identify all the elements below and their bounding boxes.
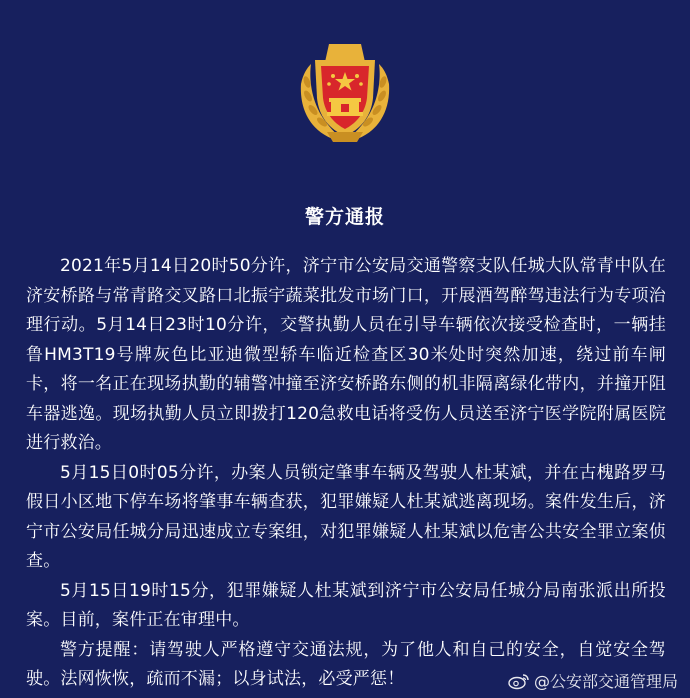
paragraph-reminder: 警方提醒：请驾驶人严格遵守交通法规，为了他人和自己的安全，自觉安全驾驶。法网恢恢，疏而不漏；以身试法，必受严惩！ <box>26 639 666 689</box>
police-emblem-icon <box>293 38 397 148</box>
watermark-text: @公安部交通管理局 <box>533 672 678 691</box>
weibo-icon <box>508 672 530 690</box>
notice-body <box>26 252 666 695</box>
paragraph-incident: 2021年5月14日20时50分许，济宁市公安局交通警察支队任城大队常青中队在济安桥路与常青路交叉路口北振宇蔬菜批发市场门口，开展酒驾醉驾违法行为专项治理行动。5月14日23时10分许，交警执勤人员在引导车辆依次接受检查时，一辆挂鲁HM3T19号牌灰色比亚迪微型轿车临近检查区30米处时突然加速，绕过前车闸卡，将一名正在现场执勤的辅警冲撞至济安桥路东侧的机非隔离绿化带内，并撞开阻车器逃逸。现场执勤人员立即拨打120急救电话将受伤人员送至济宁医学院附属医院进行救治。 <box>26 256 666 453</box>
source-watermark <box>508 669 678 692</box>
paragraph-investigation: 5月15日0时05分许，办案人员锁定肇事车辆及驾驶人杜某斌，并在古槐路罗马假日小区地下停车场将肇事车辆查获，犯罪嫌疑人杜某斌逃离现场。案件发生后，济宁市公安局任城分局迅速成立专案组，对犯罪嫌疑人杜某斌以危害公共安全罪立案侦查。 <box>26 462 666 571</box>
notice-title: 警方通报 <box>304 206 385 228</box>
paragraph-surrender: 5月15日19时15分，犯罪嫌疑人杜某斌到济宁市公安局任城分局南张派出所投案。目前，案件正在审理中。 <box>26 580 666 630</box>
